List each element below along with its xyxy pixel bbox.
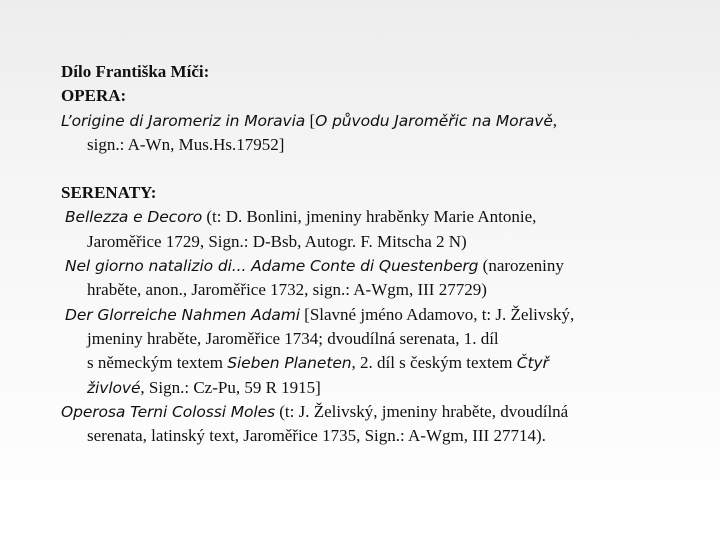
serenata-title: Nel giorno natalizio di... Adame Conte di Questenberg	[65, 257, 479, 276]
serenata-entry	[61, 254, 661, 303]
serenata-details-cont	[61, 351, 661, 375]
serenata-title: Bellezza e Decoro	[65, 208, 203, 227]
spacer	[61, 157, 661, 181]
opera-translation-title: O původu Jaroměřic na Moravě	[315, 111, 553, 130]
text-run: , Sign.: Cz-Pu, 59 R 1915]	[140, 377, 321, 397]
serenata-details-cont: Jaroměřice 1729, Sign.: D-Bsb, Autogr. F. Mitscha 2 N)	[87, 231, 467, 251]
serenaty-heading: SERENATY:	[61, 183, 157, 203]
serenata-entry	[61, 205, 661, 254]
opera-title: L’origine di Jaromeriz in Moravia	[61, 111, 306, 130]
opera-heading: OPERA:	[61, 86, 127, 106]
serenata-title: Der Glorreiche Nahmen Adami	[65, 305, 300, 324]
serenata-details: (t: D. Bonlini, jmeniny hraběnky Marie Antonie,	[202, 207, 537, 227]
serenata-entry	[61, 303, 661, 400]
opera-signature: sign.: A-Wn, Mus.Hs.17952]	[87, 134, 285, 154]
serenata-details-cont	[61, 376, 661, 400]
serenata-details: [Slavné jméno Adamovo, t: J. Želivský,	[299, 304, 575, 324]
serenata-title: Operosa Terni Colossi Moles	[61, 402, 276, 421]
serenata-details: (t: J. Želivský, jmeniny hraběte, dvoudílná	[275, 401, 569, 421]
text-run: s německým textem	[87, 353, 228, 373]
part-title: Sieben Planeten	[227, 354, 352, 373]
opera-translation-open: [	[305, 110, 316, 130]
page-title: Dílo Františka Míči:	[61, 62, 210, 81]
serenata-entry	[61, 400, 661, 449]
serenata-details-cont: hraběte, anon., Jaroměřice 1732, sign.: A-Wgm, III 27729)	[87, 280, 487, 300]
serenata-details: (narozeniny	[478, 256, 564, 276]
text-run: , 2. díl s českým textem	[351, 353, 517, 373]
serenata-details-cont: serenata, latinský text, Jaroměřice 1735, Sign.: A-Wgm, III 27714).	[87, 426, 546, 446]
opera-entry	[61, 109, 661, 158]
part-title: živlové	[87, 378, 141, 397]
works-list	[61, 60, 661, 448]
opera-translation-close: ,	[552, 110, 557, 130]
serenata-details-cont: jmeniny hraběte, Jaroměřice 1734; dvoudílná serenata, 1. díl	[87, 328, 499, 348]
part-title: Čtyř	[516, 354, 549, 373]
